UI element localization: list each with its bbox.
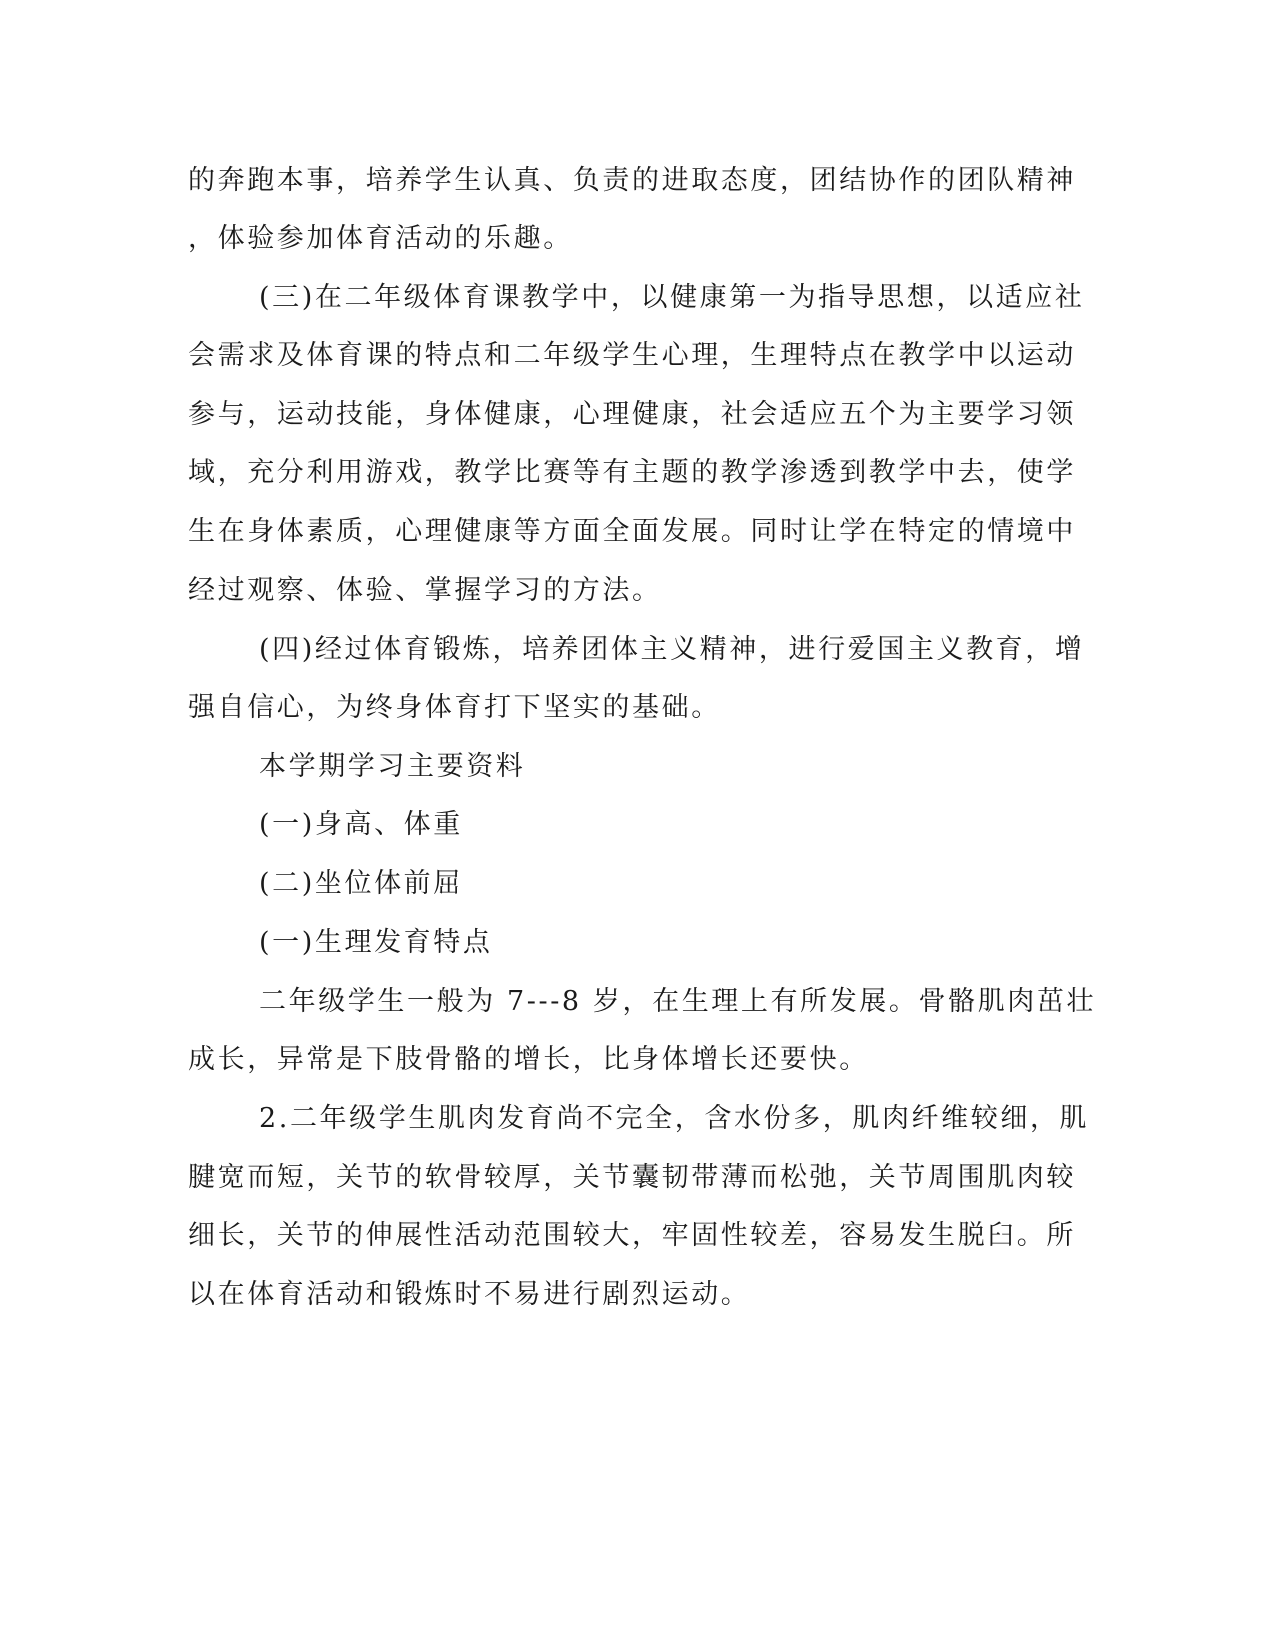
- paragraph-line: (四)经过体育锻炼，培养团体主义精神，进行爱国主义教育，增: [259, 634, 1085, 665]
- paragraph-line: 强自信心，为终身体育打下坚实的基础。: [188, 692, 721, 723]
- paragraph-line: ，体验参加体育活动的乐趣。: [188, 223, 573, 254]
- list-item: (二)坐位体前屈: [259, 868, 463, 899]
- paragraph-line: 细长，关节的伸展性活动范围较大，牢固性较差，容易发生脱臼。所: [188, 1220, 1076, 1251]
- paragraph-line: 成长，异常是下肢骨骼的增长，比身体增长还要快。: [188, 1044, 869, 1075]
- paragraph-line: 二年级学生一般为 7---8 岁，在生理上有所发展。骨骼肌肉茁壮: [259, 986, 1097, 1017]
- paragraph-line: 腱宽而短，关节的软骨较厚，关节囊韧带薄而松弛，关节周围肌肉较: [188, 1162, 1076, 1193]
- paragraph-line: 的奔跑本事，培养学生认真、负责的进取态度，团结协作的团队精神: [188, 165, 1076, 196]
- paragraph-line: 生在身体素质，心理健康等方面全面发展。同时让学在特定的情境中: [188, 516, 1076, 547]
- paragraph-line: 经过观察、体验、掌握学习的方法。: [188, 575, 662, 606]
- list-item: (一)生理发育特点: [259, 927, 493, 958]
- section-heading: 本学期学习主要资料: [259, 751, 526, 782]
- paragraph-line: 2.二年级学生肌肉发育尚不完全，含水份多，肌肉纤维较细，肌: [259, 1103, 1090, 1134]
- paragraph-line: 参与，运动技能，身体健康，心理健康，社会适应五个为主要学习领: [188, 399, 1076, 430]
- paragraph-line: 域，充分利用游戏，教学比赛等有主题的教学渗透到教学中去，使学: [188, 457, 1076, 488]
- paragraph-line: 会需求及体育课的特点和二年级学生心理，生理特点在教学中以运动: [188, 340, 1076, 371]
- paragraph-line: (三)在二年级体育课教学中，以健康第一为指导思想，以适应社: [259, 282, 1085, 313]
- list-item: (一)身高、体重: [259, 809, 463, 840]
- paragraph-line: 以在体育活动和锻炼时不易进行剧烈运动。: [188, 1279, 751, 1310]
